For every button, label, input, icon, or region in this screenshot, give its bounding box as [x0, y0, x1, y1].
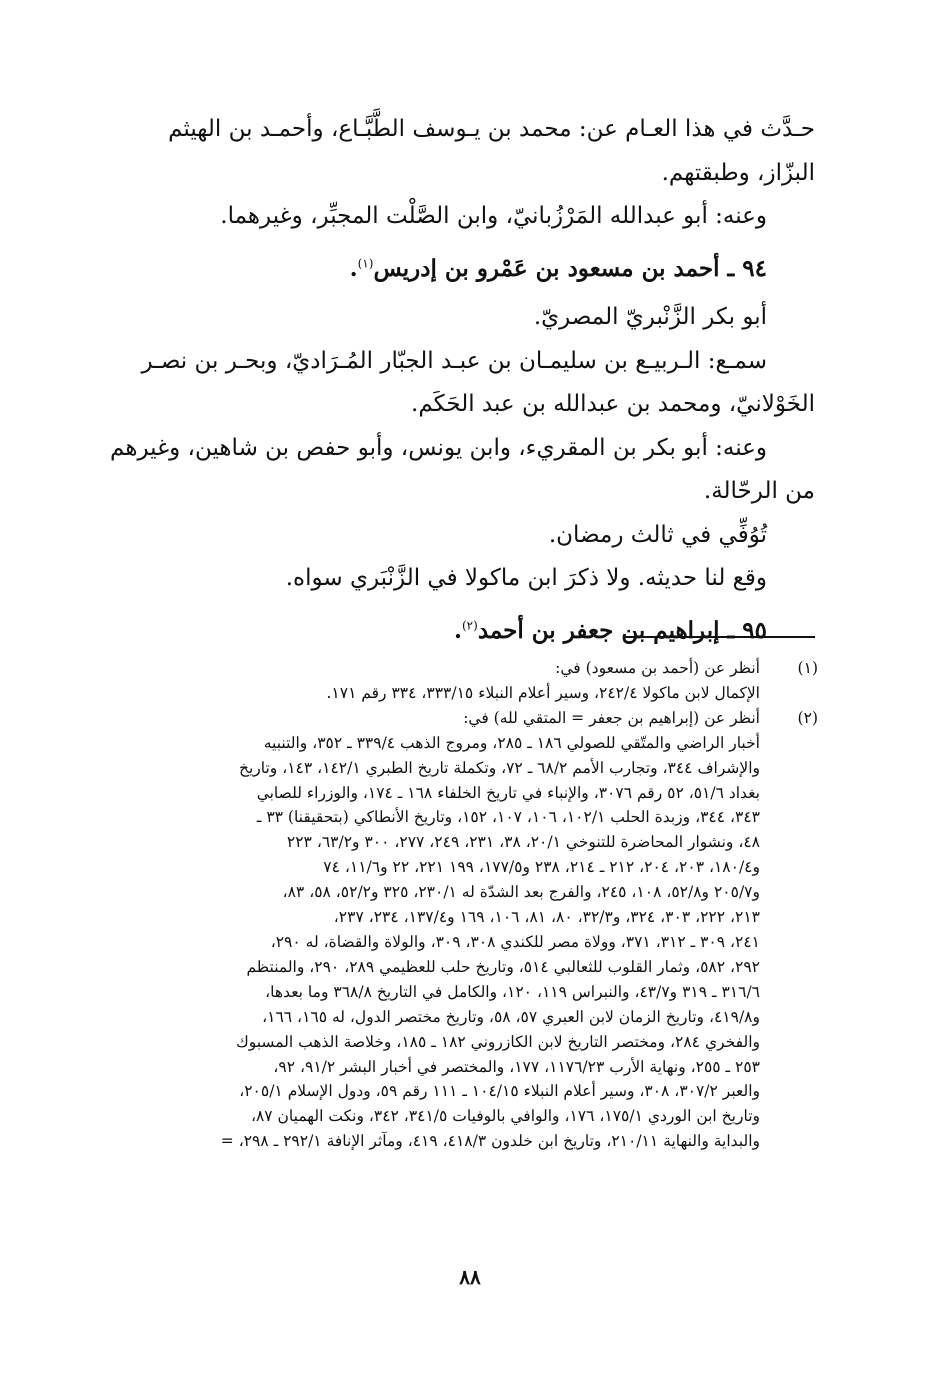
footnote-line: والإشراف ٣٤٤، وتجارب الأمم ٦٨/٢ ـ ٧٢، وتكملة تاريخ الطبري ١٤٢/١، ١٤٣، وتاريخ [238, 758, 760, 777]
main-text [105, 108, 815, 658]
paragraph-death: تُوُفِّي في ثالث رمضان. [548, 521, 767, 548]
entry-title-end: . [349, 254, 358, 282]
paragraph-transmitters: وعنه: أبو عبدالله المَرْزُبانيّ، وابن الصَّلْت المجبِّر، وغيرهما. [220, 203, 767, 229]
page-number: ٨٨ [459, 1265, 481, 1289]
paragraph-narration [105, 108, 815, 195]
entry-title-end: . [453, 616, 462, 644]
text-line: البزّاز، وطبقتهم. [661, 159, 815, 186]
footnote-line: أنظر عن (أحمد بن مسعود) في: [555, 659, 760, 677]
footnotes [105, 656, 818, 1154]
footnote-line: بغداد ٥١/٦، ٥٢ رقم ٣٠٧٦، والإنباء في تاريخ الخلفاء ١٦٨ ـ ١٧٤، والوزراء للصابي [256, 783, 760, 802]
footnote-line: و١٨٠/٤، ٢٠٣، ٢٠٤، ٢١٢ ـ ٢١٤، ٢٣٨ و١٧٧/٥، ١٩٩ ٢٢١، ٢٢ و١١/٦، ٧٤ [323, 858, 760, 877]
entry-heading-95 [105, 609, 815, 653]
footnote-line: الإكمال لابن ماكولا ٢٤٢/٤، وسير أعلام النبلاء ٣٣٣/١٥، ٣٣٤ رقم ١٧١. [326, 683, 760, 702]
footnote-1 [105, 656, 818, 706]
footnote-line: ٢١٣، ٢٢٢، ٣٠٣، ٣٢٤، و٣٢/٣، ٨٠، ٨١، ١٠٦، ١٦٩ و١٣٧/٤، ٢٣٤، ٢٣٧، [333, 908, 760, 927]
footnote-line: و٢٠٥/٧ و٥٢/٨، ١٠٨، ٢٤٥، والفرج بعد الشدّة له ٢٣٠/١، ٣٢٥ و٥٢/٢، ٥٨، ٨٣، [282, 883, 760, 902]
footnote-number: (١) [797, 659, 818, 677]
paragraph-students-cont: من الرحّالة. [703, 478, 815, 504]
entry-title: ٩٤ ـ أحمد بن مسعود بن عَمْرو بن إدريس [373, 254, 767, 282]
footnote-line: وتاريخ ابن الوردي ١٧٥/١، ١٧٦، والوافي بالوفيات ٣٤١/٥، ٣٤٢، ونكت الهميان ٨٧، [250, 1107, 760, 1126]
footnote-line: ٢٥٣ ـ ٢٥٥، ونهاية الأرب ١١٧٦/٢٣، ١٧٧، والمختصر في أخبار البشر ٩١/٢، ٩٢، [273, 1057, 760, 1076]
footnote-line: ٢٤١، ٣٠٩ ـ ٣١٢، ٣٧١، وولاة مصر للكندي ٣٠٨، ٣٠٩، والولاة والقضاة، له ٢٩٠، [270, 932, 760, 951]
footnote-line: والعبر ٣٠٧/٢، ٣٠٨، وسير أعلام النبلاء ١٠٤/١٥ ـ ١١١ رقم ٥٩، ودول الإسلام ٢٠٥/١، [239, 1082, 760, 1101]
footnote-line: أنظر عن (إبراهيم بن جعفر = المتقي لله) في: [463, 708, 760, 727]
text-line: حـدَّث في هذا العـام عن: محمد بن يـوسف الطَّبَّـاع، وأحمـد بن الهيثم [168, 116, 815, 142]
entry-title: ٩٥ ـ إبراهيم بن جعفر بن أحمد [477, 616, 767, 644]
paragraph-note: وقع لنا حديثه. ولا ذكرَ ابن ماكولا في الزَّنْبَري سواه. [285, 565, 767, 591]
footnote-ref: (١) [357, 255, 374, 270]
paragraph-kunya: أبو بكر الزَّنْبريّ المصريّ. [533, 304, 767, 330]
footnote-line: ٢٩٢، ٥٨٢، وثمار القلوب للثعالبي ٥١٤، وتاريخ حلب للعظيمي ٢٨٩، ٢٩٠، والمنتظم [246, 957, 760, 976]
footnote-line: أخبار الراضي والمتّقي للصولي ١٨٦ ـ ٢٨٥، ومروج الذهب ٣٣٩/٤ ـ ٣٥٢، والتنبيه [263, 733, 760, 752]
paragraph-heard [105, 340, 815, 384]
text-line: وعنه: أبو بكر بن المقريء، وابن يونس، وأبو حفص بن شاهين، وغيرهم [110, 434, 767, 461]
footnote-line: والبداية والنهاية ٢١٠/١١، وتاريخ ابن خلدون ٤١٨/٣، ٤١٩، ومآثر الإنافة ٢٩٢/١ ـ ٢٩٨، = [220, 1132, 760, 1151]
entry-heading-94 [105, 247, 815, 291]
paragraph-heard-cont: الخَوْلانيّ، ومحمد بن عبدالله بن عبد الحَكَم. [411, 391, 815, 417]
footnote-ref: (٢) [461, 617, 478, 632]
footnote-line: ٣١٦/٦ ـ ٣١٩ و٤٣/٧، والنبراس ١١٩، ١٢٠، والكامل في التاريخ ٣٦٨/٨ وما بعدها، [265, 982, 760, 1001]
footnote-line: ٣٤٣، ٣٤٤، وزبدة الحلب ١٠٢/١، ١٠٦، ١٠٧، ١٥٢، وتاريخ الأنطاكي (بتحقيقنا) ٣٣ ـ [256, 808, 760, 827]
paragraph-students [105, 427, 815, 471]
text-line: سمـع: الـربيـع بن سليمـان بن عبـد الجبّار المُـرَاديّ، وبحـر بن نصـر [141, 347, 767, 374]
footnote-line: ٤٨، ونشوار المحاضرة للتنوخي ٢٠/١، ٣٨، ٢٣١، ٢٤٩، ٢٧٧، ٣٠٠ و٦٣/٢، ٢٢٣ [286, 833, 760, 852]
footnote-2 [105, 706, 818, 1154]
footnote-line: و٤١٩/٨، وتاريخ الزمان لابن العبري ٥٧، ٥٨، وتاريخ مختصر الدول، له ١٦٥، ١٦٦، [262, 1007, 760, 1026]
footnote-number: (٢) [797, 708, 818, 727]
footnote-line: والفخري ٢٨٤، ومختصر التاريخ لابن الكازروني ١٨٢ ـ ١٨٥، وخلاصة الذهب المسبوك [235, 1032, 760, 1051]
footnote-divider [625, 636, 815, 638]
